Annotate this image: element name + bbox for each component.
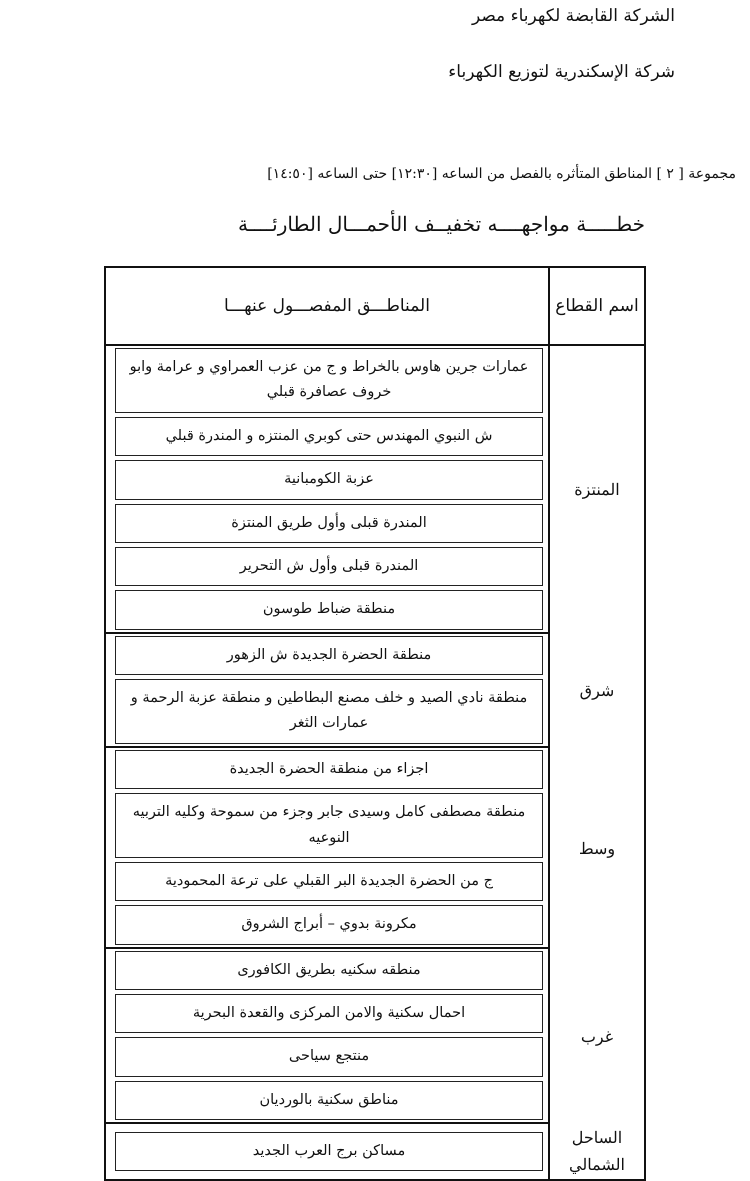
area-entry: منطقه سكنيه بطريق الكافورى — [115, 951, 543, 990]
area-cell — [106, 860, 548, 903]
area-entry: المندرة قبلى وأول ش التحرير — [115, 547, 543, 586]
area-entry: المندرة قبلى وأول طريق المنتزة — [115, 504, 543, 543]
area-entry: ش النبوي المهندس حتى كوبري المنتزه و المندرة قبلي — [115, 417, 543, 456]
area-entry: ج من الحضرة الجديدة البر القبلي على ترعة المحمودية — [115, 862, 543, 901]
area-entry: عمارات جرين هاوس بالخراط و ج من عزب العمراوي و عرامة وابو خروف عصافرة قبلي — [115, 348, 543, 413]
area-cell — [106, 545, 548, 588]
table-header-row — [106, 268, 644, 346]
area-entry: منطقة نادي الصيد و خلف مصنع البطاطين و منطقة عزبة الرحمة و عمارات الثغر — [115, 679, 543, 744]
holding-company-name: الشركة القابضة لكهرباء مصر — [471, 6, 675, 26]
area-cell — [106, 903, 548, 948]
group-schedule-line: مجموعة [ ٢ ] المناطق المتأثره بالفصل من الساعه [١٢:٣٠] حتى الساعه [١٤:٥٠] — [267, 166, 736, 182]
sector-name-cell: شرق — [548, 634, 644, 748]
area-cell — [106, 458, 548, 501]
area-entry: احمال سكنية والامن المركزى والقعدة البحرية — [115, 994, 543, 1033]
table-row — [106, 748, 644, 791]
area-cell — [106, 992, 548, 1035]
area-cell — [106, 677, 548, 748]
area-entry: منطقة ضباط طوسون — [115, 590, 543, 629]
table-row — [106, 1124, 644, 1178]
area-cell — [106, 502, 548, 545]
area-entry: عزبة الكومبانية — [115, 460, 543, 499]
area-entry: منطقة الحضرة الجديدة ش الزهور — [115, 636, 543, 675]
area-cell — [106, 588, 548, 633]
table-row — [106, 634, 644, 677]
sector-name-cell: المنتزة — [548, 346, 644, 634]
area-cell — [106, 748, 548, 791]
sector-column-header: اسم القطاع — [548, 268, 644, 346]
area-cell — [106, 415, 548, 458]
area-entry: منطقة مصطفى كامل وسيدى جابر وجزء من سموحة وكليه التربيه النوعيه — [115, 793, 543, 858]
table-row — [106, 346, 644, 415]
area-cell — [106, 1079, 548, 1124]
distribution-company-name: شركة الإسكندرية لتوزيع الكهرباء — [448, 62, 675, 82]
load-shedding-table — [104, 266, 646, 1181]
area-cell — [106, 791, 548, 860]
table-row — [106, 949, 644, 992]
areas-column-header — [106, 268, 548, 346]
area-entry: منتجع سياحى — [115, 1037, 543, 1076]
area-cell — [106, 634, 548, 677]
area-entry: مكرونة بدوي – أبراج الشروق — [115, 905, 543, 944]
area-entry: اجزاء من منطقة الحضرة الجديدة — [115, 750, 543, 789]
sector-name-cell: الساحل الشمالي — [548, 1124, 644, 1178]
area-entry: مناطق سكنية بالورديان — [115, 1081, 543, 1120]
area-cell — [106, 949, 548, 992]
sector-name-cell: غرب — [548, 949, 644, 1125]
plan-title: خطـــــة مواجهــــه تخفيــف الأحمـــال الطارئــــة — [237, 212, 645, 236]
areas-column-header-label: المناطـــق المفصـــول عنهـــا — [224, 296, 430, 316]
area-entry: مساكن برج العرب الجديد — [115, 1132, 543, 1171]
table-body — [106, 346, 644, 1179]
area-cell — [106, 346, 548, 415]
area-cell — [106, 1124, 548, 1178]
sector-name-cell: وسط — [548, 748, 644, 949]
area-cell — [106, 1035, 548, 1078]
